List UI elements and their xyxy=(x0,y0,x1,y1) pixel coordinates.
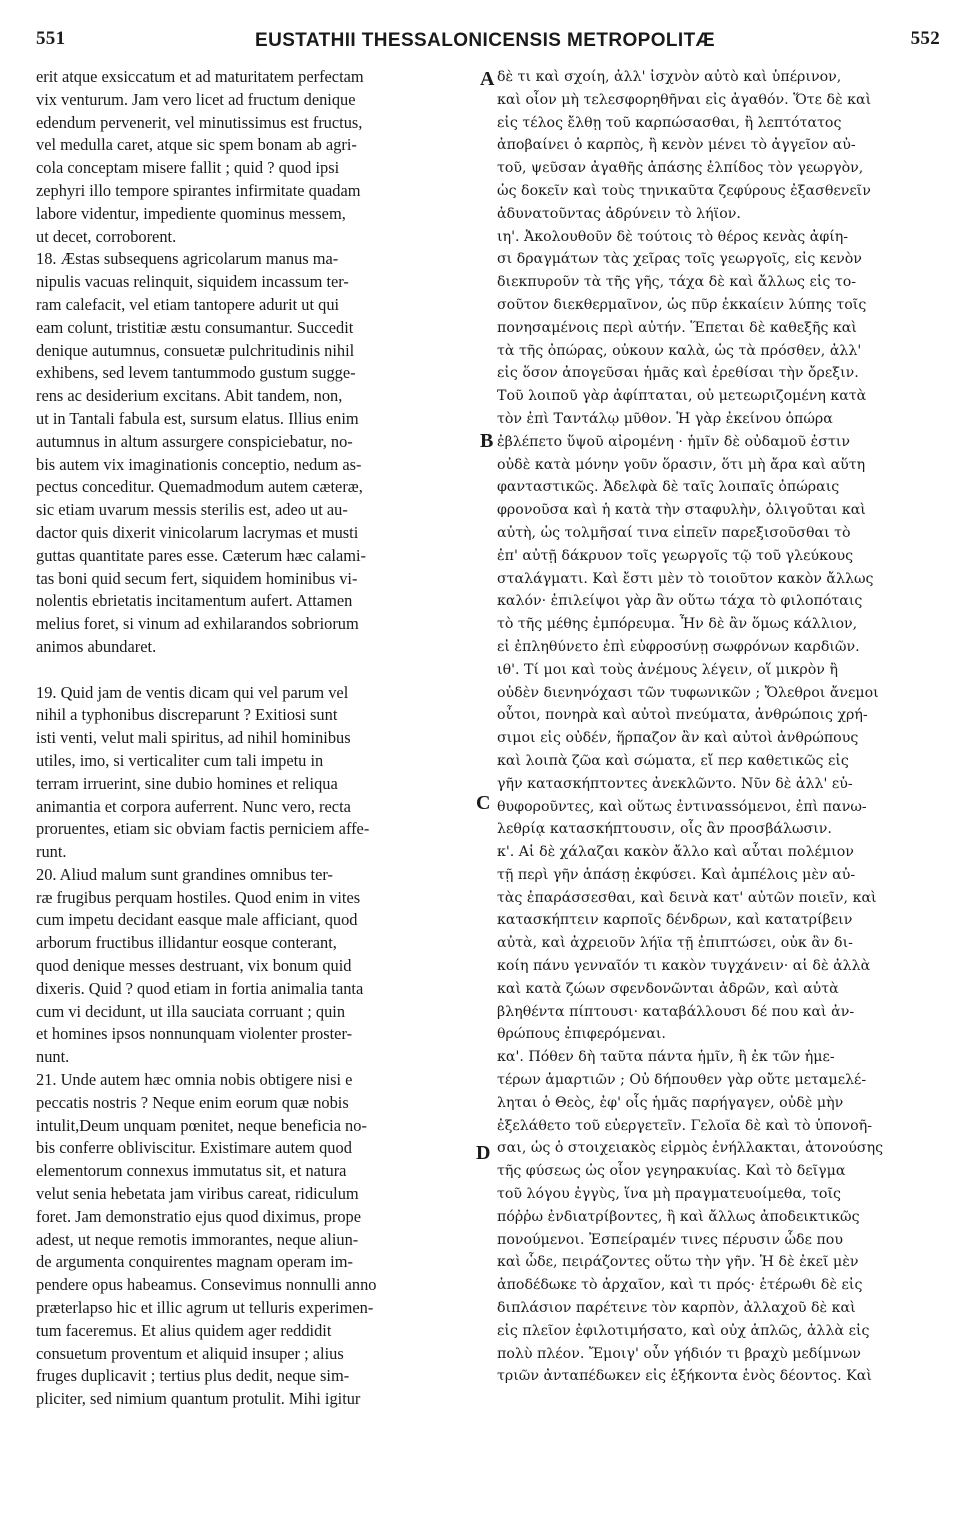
text-line: οὗτοι, πονηρὰ καὶ αὐτοὶ πνεύματα, ἀνθρώποις χρή- xyxy=(497,707,868,724)
text-line: 21. Unde autem hæc omnia nobis obtigere nisi e xyxy=(36,1070,353,1090)
text-line: quod denique messes destruant, vix bonum quid xyxy=(36,956,352,976)
text-line: pendere opus habeamus. Consevimus nonnulli anno xyxy=(36,1275,377,1295)
text-line: τοῦ λόγου ἐγγὺς, ἵνα μὴ πραγματευοίμεθα, τοῖς xyxy=(497,1186,841,1203)
text-line: dactor quis dixerit vinicolarum lacrymas et musti xyxy=(36,522,359,542)
text-line: Τοῦ λοιποῦ γὰρ ἀφίπταται, οὐ μετεωριζομένη κατὰ xyxy=(497,388,867,405)
text-line: πόῤῥω ἐνδιατρίβοντες, ἢ καὶ ἄλλως ἀποδεικτικῶς xyxy=(497,1208,860,1225)
text-line: vix venturum. Jam vero licet ad fructum denique xyxy=(36,89,356,109)
text-line: σιμοι εἰς οὐδέν, ἥρπαζον ἂν καὶ αὐτοὶ ἀνθρώπους xyxy=(497,730,859,747)
text-line: labore videntur, impediente quominus messem, xyxy=(36,203,346,223)
text-line: πονησαμένοις περὶ αὐτήν. Ἕπεται δὲ καθεξῆς καὶ xyxy=(497,319,857,336)
greek-paragraph-19 xyxy=(497,659,937,841)
text-line: εἰς ὅσον ἀπογεῦσαι ἡμᾶς καὶ ἐρεθίσαι τὴν ὄρεξιν. xyxy=(497,365,859,382)
text-line: nolentis ebrietatis incitamentum aufert. Attamen xyxy=(36,591,353,611)
text-line: de argumenta conquirentes magnam operam im- xyxy=(36,1252,353,1272)
text-line: σαι, ὡς ὁ στοιχειακὸς εἱρμὸς ἐνήλλακται, ἀτονούσης xyxy=(497,1140,884,1157)
text-line: bis conferre obliviscitur. Existimare autem quod xyxy=(36,1138,352,1158)
latin-paragraph-20 xyxy=(36,864,471,1069)
text-line: καλόν· ἐπιλείψοι γὰρ ἂν οὕτω τάχα τὸ φιλοπόταις xyxy=(497,593,863,610)
text-line: εἰς τέλος ἔλθῃ τοῦ καρπώσασθαι, ἢ λεπτότατος xyxy=(497,114,842,131)
text-line: καὶ οἷον μὴ τελεσφορηθῆναι εἰς ἀγαθόν. Ὅτε δὲ καὶ xyxy=(497,91,872,108)
text-line: exhibens, sed levem tantummodo gustum sugge- xyxy=(36,363,356,383)
text-line: αὐτὰ, καὶ ἀχρειοῦν λήϊα τῇ ἐπιπτώσει, οὐκ ἂν δι- xyxy=(497,935,853,952)
text-line: κ'. Αἱ δὲ χάλαζαι κακὸν ἄλλο καὶ αὗται πολέμιον xyxy=(497,844,854,861)
text-line: animos abundaret. xyxy=(36,636,157,656)
greek-paragraph-20 xyxy=(497,841,937,1046)
text-line: arborum fructibus illidantur eosque conterant, xyxy=(36,933,337,953)
latin-paragraph-18 xyxy=(36,248,471,658)
text-line: isti venti, velut mali spiritus, ad nihil hominibus xyxy=(36,728,351,748)
margin-marker-a: A xyxy=(480,68,495,90)
text-line: αὐτὴ, ὡς τολμῆσαί τινα εἰπεῖν παρεξισοῦσθαι τὸ xyxy=(497,524,851,541)
text-line: utiles, imo, si verticaliter cum tali impetu in xyxy=(36,750,324,770)
text-line: τὰς ἐπαράσσεσθαι, καὶ δεινὰ κατ' αὐτῶν ποιεῖν, καὶ xyxy=(497,889,877,906)
text-line: pectus conceditur. Quemadmodum autem cæteræ, xyxy=(36,477,363,497)
text-line: bis autem vix imaginationis conceptio, nedum as- xyxy=(36,454,362,474)
text-line: καὶ λοιπὰ ζῶα καὶ σώματα, εἴ περ καθετικῶς εἰς xyxy=(497,752,849,769)
margin-marker-b: B xyxy=(480,430,494,452)
text-line: et homines ipsos nonnunquam violenter proster- xyxy=(36,1024,353,1044)
latin-paragraph-19 xyxy=(36,682,471,864)
text-line: τῇ περὶ γῆν ἁπάσῃ ἐκφύσει. Καὶ ἀμπέλοις μὲν αὐ- xyxy=(497,866,856,883)
text-line: ἀποβαίνει ὁ καρπὸς, ἢ κενὸν μένει τὸ ἀγγεῖον αὐ- xyxy=(497,137,856,154)
text-line: runt. xyxy=(36,842,67,862)
text-line: τὸ τῆς μέθης ἐμπόρευμα. Ἦν δὲ ἂν ὅμως κάλλιον, xyxy=(497,616,858,633)
text-line: vel medulla caret, atque sic spem bonam ab agri- xyxy=(36,135,357,155)
text-line: pliciter, sed nimium quantum protulit. Mihi igitur xyxy=(36,1389,361,1409)
text-line: κοίη πάνυ γενναῖόν τι κακὸν τυγχάνειν· αἱ δὲ ἀλλὰ xyxy=(497,958,871,975)
text-line: elementorum connexus immutatus sit, et natura xyxy=(36,1161,347,1181)
text-line: cum vi decidunt, ut illa sauciata corruant ; quin xyxy=(36,1001,346,1021)
text-line: animantia et corpora auferrent. Nunc vero, recta xyxy=(36,796,351,816)
greek-column xyxy=(497,66,937,1388)
text-line: τοῦ, ψεῦσαν ἀγαθῆς ἁπάσης ἐλπίδος τὸν γεωργὸν, xyxy=(497,160,864,177)
text-line: eam colunt, tristitiæ æstu consumantur. Succedit xyxy=(36,317,354,337)
text-line: sic etiam uvarum messis sterilis est, adeo ut au- xyxy=(36,500,348,520)
text-line: λεθρίᾳ κατασκήπτουσιν, οἷς ἂν προσβάλωσιν. xyxy=(497,821,832,838)
text-line: zephyri illo tempore spirantes infirmitate quadam xyxy=(36,180,361,200)
text-line: ιη'. Ἀκολουθοῦν δὲ τούτοις τὸ θέρος κενὰς ἀφίη- xyxy=(497,228,849,245)
text-line: terram irruerint, sine dubio homines et reliqua xyxy=(36,773,338,793)
greek-paragraph-18 xyxy=(497,226,937,659)
page-number-right: 552 xyxy=(910,28,940,49)
text-line: nipulis vacuas relinquit, siquidem incassum ter- xyxy=(36,272,349,292)
text-line: rens ac desiderium excitans. Abit tandem, non, xyxy=(36,386,343,406)
text-line: 18. Æstas subsequens agricolarum manus ma- xyxy=(36,249,339,269)
text-line: διεκπυροῦν τὰ τῆς γῆς, τάχα δὲ καὶ ἄλλως εἰς το- xyxy=(497,274,857,291)
latin-paragraph-1 xyxy=(36,66,471,248)
text-line: cola conceptam misere fallit ; quid ? quod ipsi xyxy=(36,158,340,178)
text-line: ὡς δοκεῖν καὶ τοὺς τηνικαῦτα ζεφύρους ἐξασθενεῖν xyxy=(497,182,871,199)
text-line: 19. Quid jam de ventis dicam qui vel parum vel xyxy=(36,682,349,702)
text-line: ἐπ' αὐτῇ δάκρυον τοῖς γεωργοῖς τῷ τοῦ γλεύκους xyxy=(497,547,854,564)
page-number-left: 551 xyxy=(36,28,66,49)
text-line: peccatis nostris ? Neque enim eorum quæ nobis xyxy=(36,1092,349,1112)
text-line: ἐβλέπετο ὕψοῦ αἰρομένη · ἡμῖν δὲ οὐδαμοῦ ἐστιν xyxy=(497,433,851,450)
text-line: ιθ'. Τί μοι καὶ τοὺς ἀνέμους λέγειν, οἵ μικρὸν ἢ xyxy=(497,661,838,678)
text-line: τὰ τῆς ὀπώρας, οὐκουν καλὰ, ὡς τὰ πρόσθεν, ἀλλ' xyxy=(497,342,862,359)
text-line: velut senia hebetata jam viribus careat, ridiculum xyxy=(36,1184,359,1204)
latin-paragraph-21 xyxy=(36,1069,471,1411)
text-line: κα'. Πόθεν δὴ ταῦτα πάντα ἡμῖν, ἢ ἐκ τῶν ἡμε- xyxy=(497,1049,835,1066)
text-line: foret. Jam demonstratio ejus quod diximus, prope xyxy=(36,1206,362,1226)
text-line: σταλάγματι. Καὶ ἔστι μὲν τὸ τοιοῦτον κακὸν ἄλλως xyxy=(497,570,874,587)
text-line: autumnus in altum assurgere conspiciebatur, no- xyxy=(36,431,353,451)
text-line: εἰ ἐπληθύνετο ἐπὶ εὐφροσύνῃ σωφρόνων καρδιῶν. xyxy=(497,638,860,655)
text-line: πονούμενοι. Ἐσπείραμέν τινες πέρυσιν ὧδε που xyxy=(497,1231,843,1248)
text-line: nunt. xyxy=(36,1047,70,1067)
text-line: ut in Tantali fabula est, sursum elatus. Illius enim xyxy=(36,408,359,428)
text-line: ut decet, corroborent. xyxy=(36,226,177,246)
text-line: βληθέντα πίπτουσι· καταβάλλουσι δέ που καὶ ἀν- xyxy=(497,1003,855,1020)
text-line: σι δραγμάτων τὰς χεῖρας τοῖς γεωργοῖς, εἰς κενὸν xyxy=(497,251,862,268)
text-line: melius foret, si vinum ad exhilarandos sobriorum xyxy=(36,614,359,634)
text-line: καὶ ὧδε, πειράζοντες οὕτω τὴν γῆν. Ἡ δὲ ἐκεῖ μὲν xyxy=(497,1254,859,1271)
text-line: τῆς φύσεως ὡς οἷον γεγηρακυίας. Καὶ τὸ δεῖγμα xyxy=(497,1163,846,1180)
text-line: οὐδὲ κατὰ μόνην γοῦν ὅρασιν, ὅτι μὴ ἄρα καὶ αὕτη xyxy=(497,456,866,473)
text-line: dixeris. Quid ? quod etiam in fortia animalia tanta xyxy=(36,978,364,998)
text-line: ἀδυνατοῦντας ἀδρύνειν τὸ λήϊον. xyxy=(497,205,741,222)
text-line: adest, ut neque remotis immorantes, neque aliun- xyxy=(36,1229,359,1249)
text-line: θρώπους ἐπιφερόμεναι. xyxy=(497,1026,666,1043)
text-line: δὲ τι καὶ σχοίη, ἀλλ' ἰσχνὸν αὐτὸ καὶ ὑπέρινον, xyxy=(497,69,842,85)
text-line: denique autumnus, consuetæ pulchritudinis nihil xyxy=(36,340,355,360)
greek-paragraph-21 xyxy=(497,1046,937,1388)
text-line: σοῦτον διεκθερμαῖνον, ὡς πῦρ ἐκκαίειν λύπης τοῖς xyxy=(497,296,867,313)
paragraph-gap xyxy=(36,659,471,682)
text-line: nihil a typhonibus discreparunt ? Exitiosi sunt xyxy=(36,705,338,725)
text-line: consuetum proventum et aliquid insuper ; alius xyxy=(36,1343,344,1363)
running-title: EUSTATHII THESSALONICENSIS METROPOLITÆ xyxy=(255,30,715,51)
latin-column xyxy=(36,66,471,1411)
text-line: fruges duplicavit ; tertius plus dedit, neque sim- xyxy=(36,1366,350,1386)
text-line: τὸν ἐπὶ Ταντάλῳ μῦθον. Ἡ γὰρ ἐκείνου ὀπώρα xyxy=(497,410,833,427)
text-line: ram calefacit, vel etiam tantopere adurit ut qui xyxy=(36,294,340,314)
text-line: τέρων ἁμαρτιῶν ; Οὐ δήπουθεν γὰρ οὔτε μεταμελέ- xyxy=(497,1072,867,1089)
text-line: ἐξελάθετο τοῦ εὐεργετεῖν. Γελοῖα δὲ καὶ τὸ ὑπονοῆ- xyxy=(497,1117,872,1134)
text-line: ἀποδέδωκε τὸ ἀρχαῖον, καὶ τι πρός· ἑτέρωθι δὲ εἰς xyxy=(497,1277,863,1294)
text-line: guttas quantitate pares esse. Cæterum hæc calami- xyxy=(36,545,366,565)
text-line: 20. Aliud malum sunt grandines omnibus ter- xyxy=(36,864,333,884)
text-line: erit atque exsiccatum et ad maturitatem perfectam xyxy=(36,67,364,86)
text-line: γῆν κατασκήπτοντες ἀνεκλῶντο. Νῦν δὲ ἀλλ' εὐ- xyxy=(497,775,853,792)
text-line: proruentes, etiam sic obviam factis perniciem affe- xyxy=(36,819,370,839)
text-line: edendum pervenerit, vel minutissimus est fructus, xyxy=(36,112,363,132)
text-line: φρονοῦσα καὶ ἡ κατὰ τὴν σταφυλὴν, ὀλιγοῦται καὶ xyxy=(497,502,866,519)
text-line: οὐδὲν διενηνόχασι τῶν τυφωνικῶν ; Ὄλεθροι ἄνεμοι xyxy=(497,684,879,701)
text-line: τριῶν ἀνταπέδωκεν εἰς ἑξήκοντα ἑνὸς δέοντος. Καὶ xyxy=(497,1368,872,1385)
text-line: præterlapso hic et illic agrum ut telluris experimen- xyxy=(36,1298,374,1318)
text-line: κατασκήπτειν καρποῖς δένδρων, καὶ κατατρίβειν xyxy=(497,912,853,929)
text-line: φανταστικῶς. Ἀδελφὰ δὲ ταῖς λοιπαῖς ὀπώραις xyxy=(497,479,840,496)
greek-paragraph-1 xyxy=(497,66,937,226)
text-line: καὶ κατὰ ζώων σφενδονῶνται ἀδρῶν, καὶ αὐτὰ xyxy=(497,980,839,997)
text-line: πολὺ πλέον. Ἔμοιγ' οὖν γήδιόν τι βραχὺ μεδίμνων xyxy=(497,1345,861,1362)
text-line: tas boni quid secum fert, siquidem hominibus vi- xyxy=(36,568,358,588)
margin-marker-d: D xyxy=(476,1142,491,1164)
text-line: εἰς πλεῖον ἐφιλοτιμήσατο, καὶ οὐχ ἁπλῶς, ἀλλὰ εἰς xyxy=(497,1322,870,1339)
margin-marker-c: C xyxy=(476,792,491,814)
text-line: ræ frugibus perquam hostiles. Quod enim in vites xyxy=(36,887,361,907)
text-line: cum impetu decidant easque male afficiant, quod xyxy=(36,910,358,930)
text-line: θυφοροῦντες, καὶ οὕτως ἐντιναssόμενοι, ἐπὶ πανω- xyxy=(497,798,867,815)
text-line: ληται ὁ Θεὸς, ἐφ' οἷς ἡμᾶς παρήγαγεν, οὐδὲ μὴν xyxy=(497,1094,844,1111)
text-line: tum faceremus. Et alius quidem ager reddidit xyxy=(36,1320,332,1340)
text-line: διπλάσιον παρέτεινε τὸν καρπὸν, ἀλλαχοῦ δὲ καὶ xyxy=(497,1300,856,1317)
text-line: intulit,Deum unquam pœnitet, neque beneficia no- xyxy=(36,1115,367,1135)
